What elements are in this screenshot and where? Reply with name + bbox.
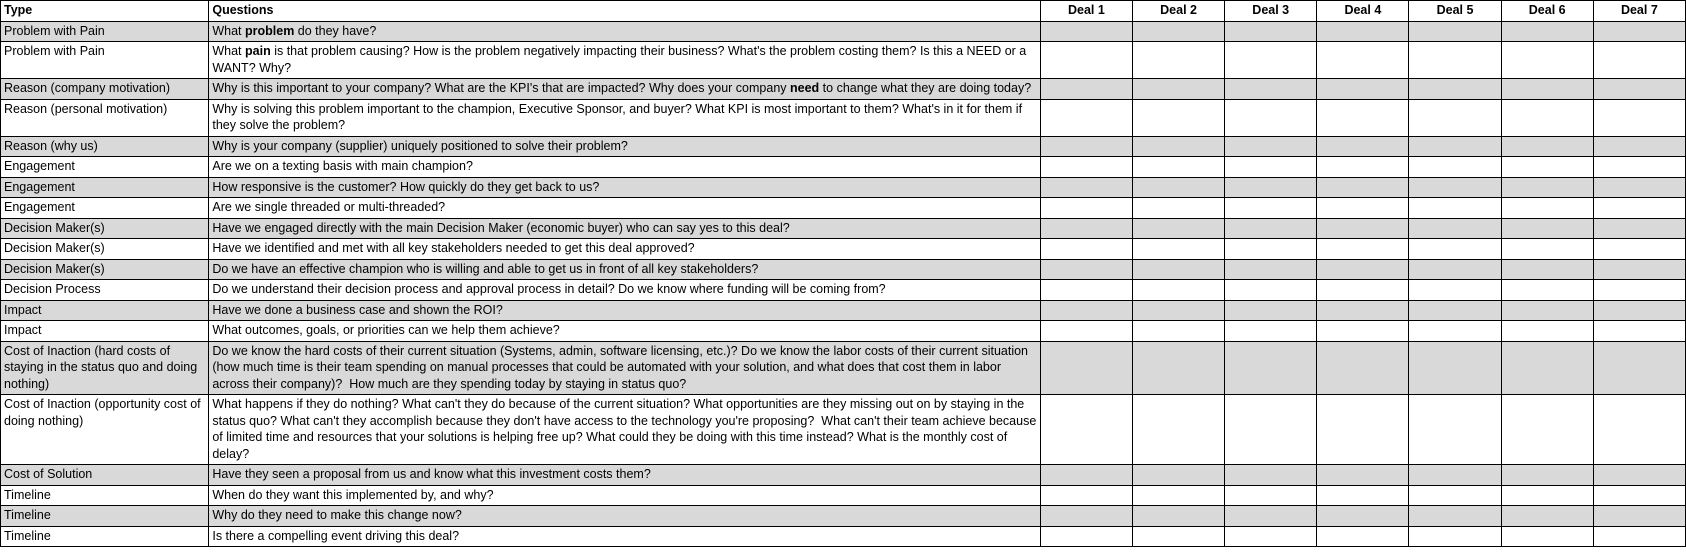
cell-question[interactable]: When do they want this implemented by, and why? — [209, 485, 1040, 506]
table-row — [1, 136, 1686, 157]
cell-deal-4[interactable] — [1317, 198, 1409, 219]
cell-type[interactable]: Engagement — [1, 157, 209, 178]
column-header-deal-5: Deal 5 — [1409, 1, 1501, 22]
cell-deal-2[interactable] — [1132, 99, 1224, 136]
cell-deal-7[interactable] — [1593, 395, 1685, 465]
cell-deal-3[interactable] — [1225, 506, 1317, 527]
cell-deal-5[interactable] — [1409, 300, 1501, 321]
cell-deal-5[interactable] — [1409, 177, 1501, 198]
cell-deal-7[interactable] — [1593, 506, 1685, 527]
cell-deal-7[interactable] — [1593, 177, 1685, 198]
cell-question[interactable]: What happens if they do nothing? What can't they do because of the current situation? What opportunities are they missing out on by staying in the status quo? What can't they accomplish because they don't have access to the technology you're proposing? What can't their team achieve because of limited time and resources that your solutions is helping free up? What could they be doing with this time instead? What is the monthly cost of delay? — [209, 395, 1040, 465]
table-row — [1, 239, 1686, 260]
cell-question[interactable]: Is there a compelling event driving this deal? — [209, 526, 1040, 547]
cell-deal-6[interactable] — [1501, 321, 1593, 342]
table-row — [1, 395, 1686, 465]
cell-deal-5[interactable] — [1409, 526, 1501, 547]
cell-deal-4[interactable] — [1317, 300, 1409, 321]
cell-deal-4[interactable] — [1317, 99, 1409, 136]
cell-deal-3[interactable] — [1225, 280, 1317, 301]
table-row — [1, 259, 1686, 280]
cell-deal-7[interactable] — [1593, 465, 1685, 486]
cell-deal-5[interactable] — [1409, 465, 1501, 486]
cell-deal-5[interactable] — [1409, 218, 1501, 239]
cell-deal-1[interactable] — [1040, 218, 1132, 239]
table-header — [1, 1, 1686, 22]
cell-deal-6[interactable] — [1501, 239, 1593, 260]
cell-question[interactable]: Why is this important to your company? What are the KPI's that are impacted? Why does your company need to change what they are doing today? — [209, 79, 1040, 100]
cell-deal-6[interactable] — [1501, 218, 1593, 239]
cell-deal-3[interactable] — [1225, 341, 1317, 395]
table-row — [1, 198, 1686, 219]
cell-deal-4[interactable] — [1317, 177, 1409, 198]
cell-deal-5[interactable] — [1409, 506, 1501, 527]
cell-deal-4[interactable] — [1317, 218, 1409, 239]
cell-deal-7[interactable] — [1593, 259, 1685, 280]
cell-deal-1[interactable] — [1040, 395, 1132, 465]
cell-deal-2[interactable] — [1132, 259, 1224, 280]
cell-deal-5[interactable] — [1409, 136, 1501, 157]
cell-deal-1[interactable] — [1040, 21, 1132, 42]
cell-type[interactable]: Impact — [1, 321, 209, 342]
cell-question[interactable]: Do we have an effective champion who is willing and able to get us in front of all key stakeholders? — [209, 259, 1040, 280]
cell-type[interactable]: Impact — [1, 300, 209, 321]
column-header-deal-7: Deal 7 — [1593, 1, 1685, 22]
cell-deal-2[interactable] — [1132, 157, 1224, 178]
cell-deal-6[interactable] — [1501, 157, 1593, 178]
cell-deal-5[interactable] — [1409, 280, 1501, 301]
cell-question[interactable]: Why is solving this problem important to the champion, Executive Sponsor, and buyer? What KPI is most important to them? What's in it for them if they solve the problem? — [209, 99, 1040, 136]
cell-deal-7[interactable] — [1593, 21, 1685, 42]
cell-deal-5[interactable] — [1409, 259, 1501, 280]
cell-deal-6[interactable] — [1501, 300, 1593, 321]
cell-question[interactable]: What problem do they have? — [209, 21, 1040, 42]
cell-deal-2[interactable] — [1132, 79, 1224, 100]
cell-deal-1[interactable] — [1040, 321, 1132, 342]
table-row — [1, 218, 1686, 239]
cell-deal-3[interactable] — [1225, 485, 1317, 506]
cell-deal-7[interactable] — [1593, 157, 1685, 178]
cell-deal-1[interactable] — [1040, 341, 1132, 395]
cell-question[interactable]: Are we on a texting basis with main champion? — [209, 157, 1040, 178]
cell-type[interactable]: Problem with Pain — [1, 42, 209, 79]
cell-deal-5[interactable] — [1409, 157, 1501, 178]
cell-type[interactable]: Decision Maker(s) — [1, 259, 209, 280]
cell-deal-7[interactable] — [1593, 321, 1685, 342]
cell-deal-6[interactable] — [1501, 341, 1593, 395]
cell-deal-7[interactable] — [1593, 198, 1685, 219]
table-row — [1, 506, 1686, 527]
table-row — [1, 157, 1686, 178]
cell-deal-4[interactable] — [1317, 239, 1409, 260]
cell-deal-6[interactable] — [1501, 526, 1593, 547]
cell-deal-4[interactable] — [1317, 395, 1409, 465]
cell-question[interactable]: What outcomes, goals, or priorities can we help them achieve? — [209, 321, 1040, 342]
table-row — [1, 485, 1686, 506]
cell-deal-7[interactable] — [1593, 99, 1685, 136]
table-row — [1, 465, 1686, 486]
column-header-type: Type — [1, 1, 209, 22]
column-header-deal-2: Deal 2 — [1132, 1, 1224, 22]
cell-deal-1[interactable] — [1040, 300, 1132, 321]
cell-deal-4[interactable] — [1317, 280, 1409, 301]
cell-deal-3[interactable] — [1225, 526, 1317, 547]
table-row — [1, 21, 1686, 42]
cell-question[interactable]: Why is your company (supplier) uniquely positioned to solve their problem? — [209, 136, 1040, 157]
cell-deal-4[interactable] — [1317, 506, 1409, 527]
cell-deal-2[interactable] — [1132, 485, 1224, 506]
column-header-deal-4: Deal 4 — [1317, 1, 1409, 22]
cell-type[interactable]: Reason (personal motivation) — [1, 99, 209, 136]
cell-question[interactable]: Have we engaged directly with the main Decision Maker (economic buyer) who can say yes to this deal? — [209, 218, 1040, 239]
cell-deal-1[interactable] — [1040, 99, 1132, 136]
cell-deal-1[interactable] — [1040, 280, 1132, 301]
cell-deal-6[interactable] — [1501, 259, 1593, 280]
cell-type[interactable]: Timeline — [1, 526, 209, 547]
cell-type[interactable]: Cost of Solution — [1, 465, 209, 486]
cell-type[interactable]: Decision Maker(s) — [1, 218, 209, 239]
cell-type[interactable]: Cost of Inaction (hard costs of staying in the status quo and doing nothing) — [1, 341, 209, 395]
cell-deal-4[interactable] — [1317, 259, 1409, 280]
table-row — [1, 280, 1686, 301]
cell-deal-4[interactable] — [1317, 79, 1409, 100]
cell-deal-3[interactable] — [1225, 300, 1317, 321]
cell-deal-6[interactable] — [1501, 280, 1593, 301]
cell-deal-2[interactable] — [1132, 42, 1224, 79]
column-header-deal-6: Deal 6 — [1501, 1, 1593, 22]
cell-type[interactable]: Decision Maker(s) — [1, 239, 209, 260]
cell-deal-6[interactable] — [1501, 99, 1593, 136]
cell-deal-6[interactable] — [1501, 42, 1593, 79]
cell-deal-3[interactable] — [1225, 21, 1317, 42]
table-row — [1, 177, 1686, 198]
cell-deal-5[interactable] — [1409, 198, 1501, 219]
cell-deal-7[interactable] — [1593, 526, 1685, 547]
cell-deal-7[interactable] — [1593, 239, 1685, 260]
cell-deal-1[interactable] — [1040, 177, 1132, 198]
cell-deal-5[interactable] — [1409, 21, 1501, 42]
cell-deal-4[interactable] — [1317, 42, 1409, 79]
cell-deal-3[interactable] — [1225, 157, 1317, 178]
cell-deal-1[interactable] — [1040, 485, 1132, 506]
table-row — [1, 42, 1686, 79]
table-row — [1, 99, 1686, 136]
cell-question[interactable]: Why do they need to make this change now? — [209, 506, 1040, 527]
cell-deal-6[interactable] — [1501, 465, 1593, 486]
cell-deal-3[interactable] — [1225, 99, 1317, 136]
cell-question[interactable]: Have we done a business case and shown the ROI? — [209, 300, 1040, 321]
cell-deal-2[interactable] — [1132, 177, 1224, 198]
cell-deal-3[interactable] — [1225, 177, 1317, 198]
cell-deal-7[interactable] — [1593, 79, 1685, 100]
cell-question[interactable]: Do we know the hard costs of their current situation (Systems, admin, software licensing, etc.)? Do we know the labor costs of their current situation (how much time is their team spending on manual processes that could be automated with your solution, and what does that cost them in labor across their company)? How much are they spending today by staying in status quo? — [209, 341, 1040, 395]
cell-deal-1[interactable] — [1040, 506, 1132, 527]
cell-deal-2[interactable] — [1132, 465, 1224, 486]
cell-deal-1[interactable] — [1040, 526, 1132, 547]
cell-deal-2[interactable] — [1132, 395, 1224, 465]
cell-deal-2[interactable] — [1132, 198, 1224, 219]
cell-type[interactable]: Problem with Pain — [1, 21, 209, 42]
table-row — [1, 79, 1686, 100]
cell-deal-4[interactable] — [1317, 485, 1409, 506]
cell-question[interactable]: What pain is that problem causing? How is the problem negatively impacting their business? What's the problem costing them? Is this a NEED or a WANT? Why? — [209, 42, 1040, 79]
cell-deal-4[interactable] — [1317, 465, 1409, 486]
table-row — [1, 300, 1686, 321]
cell-question[interactable]: Are we single threaded or multi-threaded? — [209, 198, 1040, 219]
cell-deal-7[interactable] — [1593, 136, 1685, 157]
cell-deal-6[interactable] — [1501, 198, 1593, 219]
cell-deal-4[interactable] — [1317, 341, 1409, 395]
cell-deal-5[interactable] — [1409, 239, 1501, 260]
cell-deal-6[interactable] — [1501, 395, 1593, 465]
cell-question[interactable]: Have we identified and met with all key stakeholders needed to get this deal approved? — [209, 239, 1040, 260]
cell-type[interactable]: Timeline — [1, 506, 209, 527]
cell-deal-2[interactable] — [1132, 526, 1224, 547]
cell-type[interactable]: Decision Process — [1, 280, 209, 301]
cell-deal-4[interactable] — [1317, 136, 1409, 157]
cell-deal-5[interactable] — [1409, 341, 1501, 395]
cell-deal-3[interactable] — [1225, 395, 1317, 465]
cell-deal-6[interactable] — [1501, 21, 1593, 42]
cell-deal-3[interactable] — [1225, 321, 1317, 342]
cell-deal-3[interactable] — [1225, 218, 1317, 239]
cell-deal-5[interactable] — [1409, 395, 1501, 465]
cell-deal-5[interactable] — [1409, 485, 1501, 506]
cell-deal-6[interactable] — [1501, 485, 1593, 506]
cell-deal-2[interactable] — [1132, 280, 1224, 301]
cell-deal-3[interactable] — [1225, 79, 1317, 100]
cell-deal-5[interactable] — [1409, 99, 1501, 136]
cell-deal-4[interactable] — [1317, 157, 1409, 178]
cell-question[interactable]: Have they seen a proposal from us and know what this investment costs them? — [209, 465, 1040, 486]
cell-deal-1[interactable] — [1040, 157, 1132, 178]
cell-deal-4[interactable] — [1317, 21, 1409, 42]
cell-type[interactable]: Timeline — [1, 485, 209, 506]
cell-deal-1[interactable] — [1040, 42, 1132, 79]
header-row — [1, 1, 1686, 22]
cell-deal-7[interactable] — [1593, 280, 1685, 301]
cell-deal-3[interactable] — [1225, 42, 1317, 79]
cell-deal-7[interactable] — [1593, 300, 1685, 321]
cell-type[interactable]: Reason (company motivation) — [1, 79, 209, 100]
cell-deal-7[interactable] — [1593, 485, 1685, 506]
table-row — [1, 341, 1686, 395]
cell-deal-2[interactable] — [1132, 341, 1224, 395]
cell-type[interactable]: Reason (why us) — [1, 136, 209, 157]
cell-deal-6[interactable] — [1501, 79, 1593, 100]
table-row — [1, 526, 1686, 547]
cell-deal-1[interactable] — [1040, 239, 1132, 260]
cell-deal-7[interactable] — [1593, 218, 1685, 239]
cell-deal-3[interactable] — [1225, 198, 1317, 219]
cell-deal-3[interactable] — [1225, 239, 1317, 260]
cell-deal-6[interactable] — [1501, 136, 1593, 157]
cell-deal-2[interactable] — [1132, 300, 1224, 321]
cell-deal-4[interactable] — [1317, 321, 1409, 342]
cell-deal-2[interactable] — [1132, 321, 1224, 342]
cell-deal-3[interactable] — [1225, 136, 1317, 157]
cell-deal-1[interactable] — [1040, 79, 1132, 100]
cell-deal-3[interactable] — [1225, 259, 1317, 280]
cell-deal-1[interactable] — [1040, 465, 1132, 486]
cell-question[interactable]: How responsive is the customer? How quickly do they get back to us? — [209, 177, 1040, 198]
cell-question[interactable]: Do we understand their decision process and approval process in detail? Do we know where funding will be coming from? — [209, 280, 1040, 301]
table-body — [1, 21, 1686, 547]
cell-deal-2[interactable] — [1132, 506, 1224, 527]
cell-type[interactable]: Cost of Inaction (opportunity cost of doing nothing) — [1, 395, 209, 465]
cell-deal-5[interactable] — [1409, 321, 1501, 342]
cell-deal-3[interactable] — [1225, 465, 1317, 486]
cell-deal-2[interactable] — [1132, 239, 1224, 260]
cell-deal-5[interactable] — [1409, 42, 1501, 79]
cell-deal-2[interactable] — [1132, 136, 1224, 157]
cell-deal-7[interactable] — [1593, 42, 1685, 79]
cell-deal-1[interactable] — [1040, 198, 1132, 219]
cell-deal-2[interactable] — [1132, 218, 1224, 239]
column-header-deal-3: Deal 3 — [1225, 1, 1317, 22]
cell-deal-1[interactable] — [1040, 259, 1132, 280]
cell-type[interactable]: Engagement — [1, 198, 209, 219]
cell-deal-6[interactable] — [1501, 177, 1593, 198]
cell-deal-4[interactable] — [1317, 526, 1409, 547]
cell-deal-5[interactable] — [1409, 79, 1501, 100]
cell-deal-2[interactable] — [1132, 21, 1224, 42]
cell-deal-7[interactable] — [1593, 341, 1685, 395]
cell-type[interactable]: Engagement — [1, 177, 209, 198]
cell-deal-6[interactable] — [1501, 506, 1593, 527]
column-header-deal-1: Deal 1 — [1040, 1, 1132, 22]
table-row — [1, 321, 1686, 342]
cell-deal-1[interactable] — [1040, 136, 1132, 157]
column-header-questions: Questions — [209, 1, 1040, 22]
